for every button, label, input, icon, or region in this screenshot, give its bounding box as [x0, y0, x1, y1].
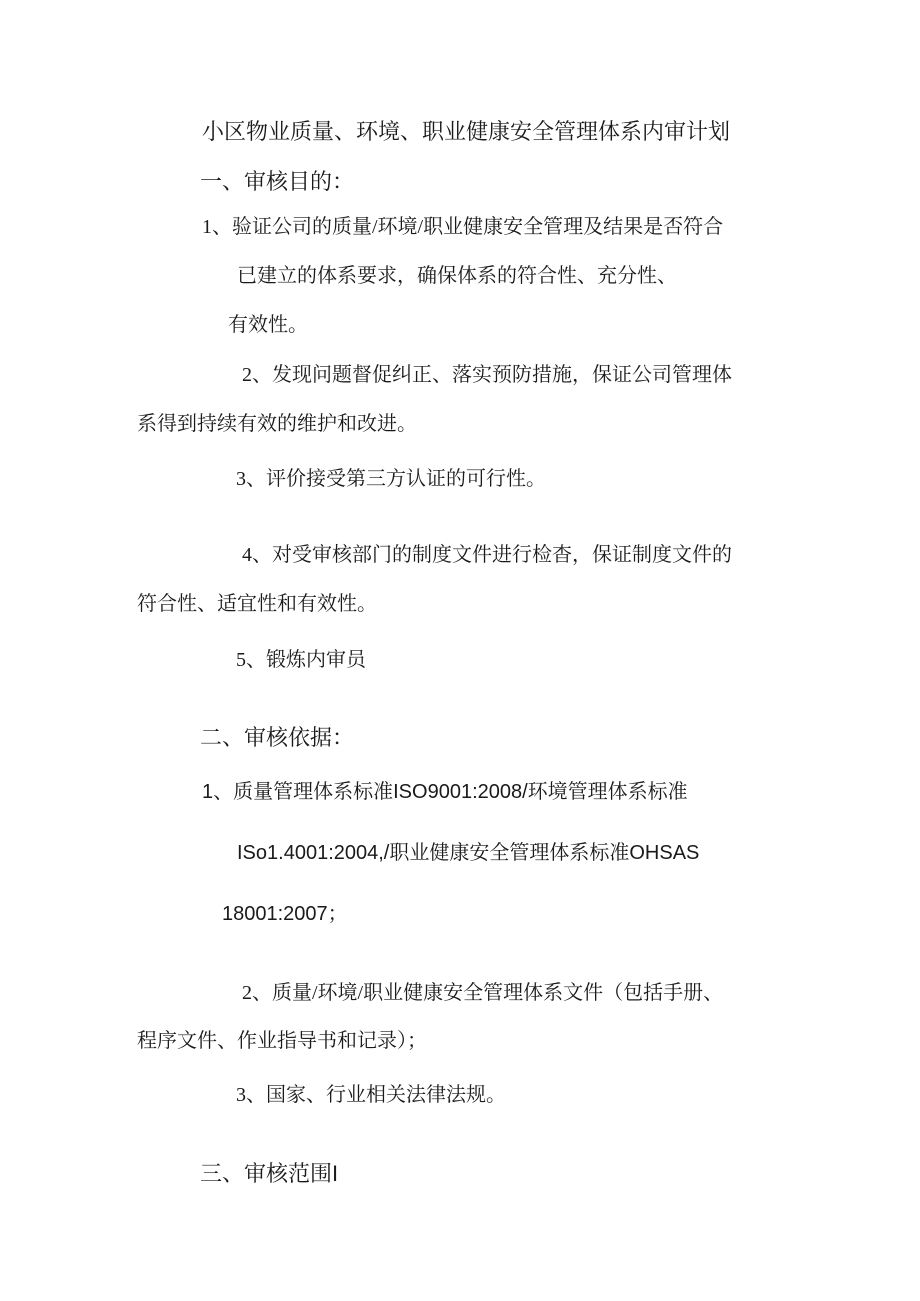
paragraph-line: 1、验证公司的质量/环境/职业健康安全管理及结果是否符合: [202, 216, 724, 238]
paragraph-line: 程序文件、作业指导书和记录）；: [137, 1030, 427, 1052]
paragraph-line: 有效性。: [228, 314, 308, 336]
section-heading: 二、审核依据：: [200, 725, 355, 750]
paragraph-line: 2、质量/环境/职业健康安全管理体系文件（包括手册、: [242, 982, 724, 1004]
section-heading: 三、审核范围I: [200, 1161, 339, 1186]
section-heading: 一、审核目的：: [200, 169, 355, 194]
paragraph-line: 系得到持续有效的维护和改进。: [137, 413, 417, 435]
paragraph-line: ISo1.4001:2004,/职业健康安全管理体系标准OHSAS: [237, 842, 700, 864]
paragraph-line: 3、评价接受第三方认证的可行性。: [236, 468, 546, 490]
document-title: 小区物业质量、环境、职业健康安全管理体系内审计划: [202, 119, 731, 144]
paragraph-line: 已建立的体系要求，确保体系的符合性、充分性、: [237, 265, 677, 287]
paragraph-line: 18001:2007；: [222, 903, 348, 925]
paragraph-line: 3、国家、行业相关法律法规。: [236, 1084, 506, 1106]
paragraph-line: 符合性、适宜性和有效性。: [137, 593, 377, 615]
paragraph-line: 4、对受审核部门的制度文件进行检杳，保证制度文件的: [242, 544, 732, 566]
paragraph-line: 5、锻炼内审员: [236, 649, 366, 671]
paragraph-line: 2、发现问题督促纠正、落实预防措施，保证公司管理体: [242, 364, 732, 386]
paragraph-line: 1、质量管理体系标准ISO9001:2008/环境管理体系标准: [202, 781, 688, 803]
